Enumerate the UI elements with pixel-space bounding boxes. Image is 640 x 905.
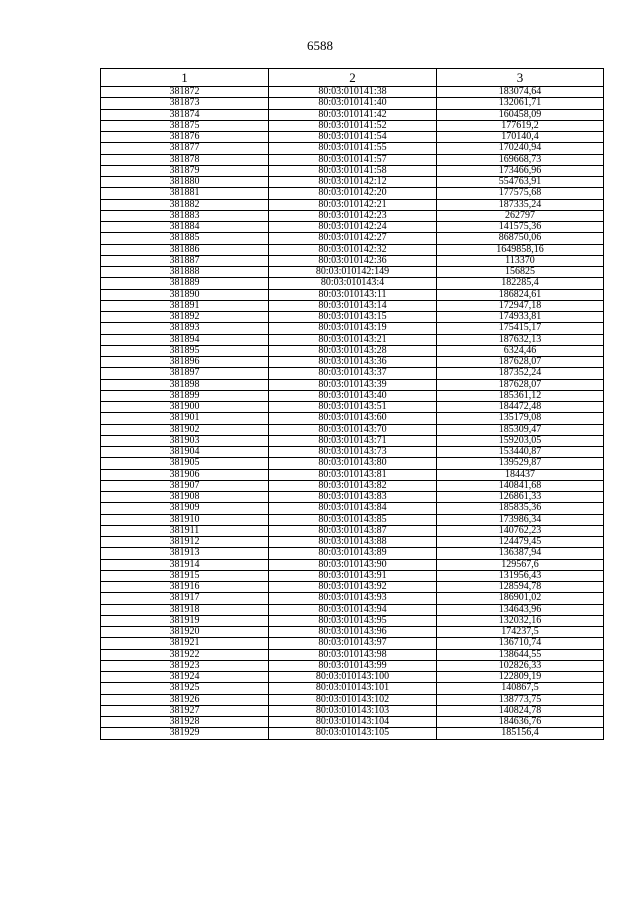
- table-row: [101, 334, 604, 345]
- cadastral-number-cell: 80:03:010143:96: [269, 627, 437, 638]
- table-row: [101, 480, 604, 491]
- row-number-cell: 381892: [101, 312, 269, 323]
- cadastral-number-cell: 80:03:010141:58: [269, 165, 437, 176]
- table-row: [101, 458, 604, 469]
- row-number-cell: 381914: [101, 559, 269, 570]
- table-row: [101, 278, 604, 289]
- value-cell: 177619,2: [437, 120, 604, 131]
- value-cell: 136387,94: [437, 548, 604, 559]
- table-row: [101, 345, 604, 356]
- value-cell: 177575,68: [437, 188, 604, 199]
- value-cell: 122809,19: [437, 672, 604, 683]
- cadastral-number-cell: 80:03:010142:23: [269, 210, 437, 221]
- row-number-cell: 381905: [101, 458, 269, 469]
- cadastral-number-cell: 80:03:010143:94: [269, 604, 437, 615]
- row-number-cell: 381904: [101, 447, 269, 458]
- cadastral-number-cell: 80:03:010142:12: [269, 177, 437, 188]
- table-row: [101, 705, 604, 716]
- cadastral-number-cell: 80:03:010142:24: [269, 222, 437, 233]
- value-cell: 184437: [437, 469, 604, 480]
- table-header: [101, 69, 604, 87]
- row-number-cell: 381888: [101, 267, 269, 278]
- registry-table: [100, 68, 604, 740]
- cadastral-number-cell: 80:03:010143:89: [269, 548, 437, 559]
- value-cell: 185156,4: [437, 728, 604, 739]
- cadastral-number-cell: 80:03:010143:99: [269, 660, 437, 671]
- cadastral-number-cell: 80:03:010143:104: [269, 717, 437, 728]
- cadastral-number-cell: 80:03:010143:102: [269, 694, 437, 705]
- header-row: [101, 69, 604, 87]
- table-row: [101, 615, 604, 626]
- table-row: [101, 559, 604, 570]
- table-body: [101, 87, 604, 740]
- row-number-cell: 381883: [101, 210, 269, 221]
- table-row: [101, 312, 604, 323]
- row-number-cell: 381924: [101, 672, 269, 683]
- cadastral-number-cell: 80:03:010143:37: [269, 368, 437, 379]
- row-number-cell: 381893: [101, 323, 269, 334]
- value-cell: 182285,4: [437, 278, 604, 289]
- cadastral-number-cell: 80:03:010143:73: [269, 447, 437, 458]
- value-cell: 173466,96: [437, 165, 604, 176]
- cadastral-number-cell: 80:03:010141:57: [269, 154, 437, 165]
- value-cell: 173986,34: [437, 514, 604, 525]
- table-row: [101, 525, 604, 536]
- value-cell: 185309,47: [437, 424, 604, 435]
- table-row: [101, 154, 604, 165]
- value-cell: 187352,24: [437, 368, 604, 379]
- value-cell: 186824,61: [437, 289, 604, 300]
- row-number-cell: 381909: [101, 503, 269, 514]
- page-number: 6588: [307, 38, 333, 53]
- cadastral-number-cell: 80:03:010141:52: [269, 120, 437, 131]
- row-number-cell: 381880: [101, 177, 269, 188]
- row-number-cell: 381919: [101, 615, 269, 626]
- value-cell: 172947,18: [437, 300, 604, 311]
- table-row: [101, 143, 604, 154]
- value-cell: 184472,48: [437, 402, 604, 413]
- table-row: [101, 627, 604, 638]
- cadastral-number-cell: 80:03:010143:105: [269, 728, 437, 739]
- value-cell: 126861,33: [437, 492, 604, 503]
- value-cell: 187628,07: [437, 379, 604, 390]
- value-cell: 131956,43: [437, 570, 604, 581]
- value-cell: 128594,78: [437, 582, 604, 593]
- value-cell: 102826,33: [437, 660, 604, 671]
- row-number-cell: 381891: [101, 300, 269, 311]
- cadastral-number-cell: 80:03:010141:38: [269, 87, 437, 98]
- row-number-cell: 381897: [101, 368, 269, 379]
- table-row: [101, 188, 604, 199]
- table-row: [101, 177, 604, 188]
- row-number-cell: 381922: [101, 649, 269, 660]
- row-number-cell: 381915: [101, 570, 269, 581]
- row-number-cell: 381927: [101, 705, 269, 716]
- table-row: [101, 98, 604, 109]
- row-number-cell: 381875: [101, 120, 269, 131]
- table-row: [101, 199, 604, 210]
- table-row: [101, 402, 604, 413]
- row-number-cell: 381920: [101, 627, 269, 638]
- table-row: [101, 413, 604, 424]
- value-cell: 132061,71: [437, 98, 604, 109]
- column-header-1: 1: [101, 69, 269, 87]
- table-row: [101, 683, 604, 694]
- value-cell: 134643,96: [437, 604, 604, 615]
- cadastral-number-cell: 80:03:010143:97: [269, 638, 437, 649]
- value-cell: 185361,12: [437, 390, 604, 401]
- row-number-cell: 381928: [101, 717, 269, 728]
- value-cell: 554763,91: [437, 177, 604, 188]
- row-number-cell: 381929: [101, 728, 269, 739]
- cadastral-number-cell: 80:03:010143:101: [269, 683, 437, 694]
- cadastral-number-cell: 80:03:010143:28: [269, 345, 437, 356]
- table-row: [101, 424, 604, 435]
- cadastral-number-cell: 80:03:010143:40: [269, 390, 437, 401]
- row-number-cell: 381908: [101, 492, 269, 503]
- row-number-cell: 381917: [101, 593, 269, 604]
- row-number-cell: 381898: [101, 379, 269, 390]
- table-row: [101, 210, 604, 221]
- row-number-cell: 381881: [101, 188, 269, 199]
- value-cell: 141575,36: [437, 222, 604, 233]
- row-number-cell: 381882: [101, 199, 269, 210]
- table-row: [101, 638, 604, 649]
- value-cell: 138644,55: [437, 649, 604, 660]
- cadastral-number-cell: 80:03:010143:51: [269, 402, 437, 413]
- table-row: [101, 244, 604, 255]
- cadastral-number-cell: 80:03:010142:20: [269, 188, 437, 199]
- cadastral-number-cell: 80:03:010143:80: [269, 458, 437, 469]
- row-number-cell: 381906: [101, 469, 269, 480]
- value-cell: 1649858,16: [437, 244, 604, 255]
- value-cell: 140762,23: [437, 525, 604, 536]
- table-row: [101, 368, 604, 379]
- value-cell: 124479,45: [437, 537, 604, 548]
- table-row: [101, 593, 604, 604]
- value-cell: 129567,6: [437, 559, 604, 570]
- row-number-cell: 381913: [101, 548, 269, 559]
- table-row: [101, 582, 604, 593]
- row-number-cell: 381895: [101, 345, 269, 356]
- value-cell: 187632,13: [437, 334, 604, 345]
- row-number-cell: 381916: [101, 582, 269, 593]
- cadastral-number-cell: 80:03:010143:84: [269, 503, 437, 514]
- table-row: [101, 255, 604, 266]
- row-number-cell: 381912: [101, 537, 269, 548]
- table-row: [101, 379, 604, 390]
- column-header-2: 2: [269, 69, 437, 87]
- value-cell: 175415,17: [437, 323, 604, 334]
- table-row: [101, 357, 604, 368]
- row-number-cell: 381907: [101, 480, 269, 491]
- cadastral-number-cell: 80:03:010143:60: [269, 413, 437, 424]
- row-number-cell: 381878: [101, 154, 269, 165]
- row-number-cell: 381923: [101, 660, 269, 671]
- cadastral-number-cell: 80:03:010141:54: [269, 132, 437, 143]
- value-cell: 132032,16: [437, 615, 604, 626]
- value-cell: 184636,76: [437, 717, 604, 728]
- table-row: [101, 660, 604, 671]
- value-cell: 6324,46: [437, 345, 604, 356]
- table-row: [101, 728, 604, 739]
- table-row: [101, 87, 604, 98]
- value-cell: 187628,07: [437, 357, 604, 368]
- table-row: [101, 604, 604, 615]
- table-row: [101, 514, 604, 525]
- value-cell: 187335,24: [437, 199, 604, 210]
- value-cell: 160458,09: [437, 109, 604, 120]
- cadastral-number-cell: 80:03:010143:82: [269, 480, 437, 491]
- table-row: [101, 390, 604, 401]
- cadastral-number-cell: 80:03:010143:21: [269, 334, 437, 345]
- cadastral-number-cell: 80:03:010143:98: [269, 649, 437, 660]
- cadastral-number-cell: 80:03:010142:32: [269, 244, 437, 255]
- column-header-3: 3: [437, 69, 604, 87]
- cadastral-number-cell: 80:03:010142:36: [269, 255, 437, 266]
- cadastral-number-cell: 80:03:010143:83: [269, 492, 437, 503]
- cadastral-number-cell: 80:03:010143:14: [269, 300, 437, 311]
- value-cell: 186901,02: [437, 593, 604, 604]
- table-row: [101, 570, 604, 581]
- table-row: [101, 435, 604, 446]
- value-cell: 140841,68: [437, 480, 604, 491]
- value-cell: 170240,94: [437, 143, 604, 154]
- value-cell: 183074,64: [437, 87, 604, 98]
- row-number-cell: 381926: [101, 694, 269, 705]
- row-number-cell: 381918: [101, 604, 269, 615]
- cadastral-number-cell: 80:03:010143:15: [269, 312, 437, 323]
- table-row: [101, 233, 604, 244]
- table-row: [101, 289, 604, 300]
- cadastral-number-cell: 80:03:010143:100: [269, 672, 437, 683]
- cadastral-number-cell: 80:03:010143:81: [269, 469, 437, 480]
- row-number-cell: 381876: [101, 132, 269, 143]
- cadastral-number-cell: 80:03:010143:39: [269, 379, 437, 390]
- table-row: [101, 503, 604, 514]
- value-cell: 140824,78: [437, 705, 604, 716]
- table-row: [101, 492, 604, 503]
- value-cell: 140867,5: [437, 683, 604, 694]
- cadastral-number-cell: 80:03:010143:92: [269, 582, 437, 593]
- row-number-cell: 381921: [101, 638, 269, 649]
- value-cell: 156825: [437, 267, 604, 278]
- table-row: [101, 649, 604, 660]
- row-number-cell: 381886: [101, 244, 269, 255]
- table-row: [101, 672, 604, 683]
- cadastral-number-cell: 80:03:010143:11: [269, 289, 437, 300]
- row-number-cell: 381885: [101, 233, 269, 244]
- cadastral-number-cell: 80:03:010143:90: [269, 559, 437, 570]
- cadastral-number-cell: 80:03:010143:87: [269, 525, 437, 536]
- cadastral-number-cell: 80:03:010142:27: [269, 233, 437, 244]
- value-cell: 136710,74: [437, 638, 604, 649]
- value-cell: 262797: [437, 210, 604, 221]
- value-cell: 170140,4: [437, 132, 604, 143]
- row-number-cell: 381911: [101, 525, 269, 536]
- row-number-cell: 381872: [101, 87, 269, 98]
- value-cell: 138773,75: [437, 694, 604, 705]
- cadastral-number-cell: 80:03:010143:88: [269, 537, 437, 548]
- value-cell: 153440,87: [437, 447, 604, 458]
- cadastral-number-cell: 80:03:010143:19: [269, 323, 437, 334]
- row-number-cell: 381903: [101, 435, 269, 446]
- cadastral-number-cell: 80:03:010142:149: [269, 267, 437, 278]
- table-row: [101, 323, 604, 334]
- value-cell: 185835,36: [437, 503, 604, 514]
- row-number-cell: 381901: [101, 413, 269, 424]
- value-cell: 139529,87: [437, 458, 604, 469]
- table-row: [101, 447, 604, 458]
- row-number-cell: 381896: [101, 357, 269, 368]
- value-cell: 868750,06: [437, 233, 604, 244]
- row-number-cell: 381894: [101, 334, 269, 345]
- row-number-cell: 381890: [101, 289, 269, 300]
- row-number-cell: 381884: [101, 222, 269, 233]
- row-number-cell: 381877: [101, 143, 269, 154]
- cadastral-number-cell: 80:03:010141:55: [269, 143, 437, 154]
- row-number-cell: 381902: [101, 424, 269, 435]
- table-row: [101, 222, 604, 233]
- row-number-cell: 381874: [101, 109, 269, 120]
- table-row: [101, 109, 604, 120]
- table-row: [101, 165, 604, 176]
- row-number-cell: 381879: [101, 165, 269, 176]
- cadastral-number-cell: 80:03:010143:95: [269, 615, 437, 626]
- value-cell: 159203,05: [437, 435, 604, 446]
- cadastral-number-cell: 80:03:010143:70: [269, 424, 437, 435]
- value-cell: 135179,08: [437, 413, 604, 424]
- cadastral-number-cell: 80:03:010143:36: [269, 357, 437, 368]
- table-row: [101, 267, 604, 278]
- table-row: [101, 469, 604, 480]
- row-number-cell: 381925: [101, 683, 269, 694]
- value-cell: 174237,5: [437, 627, 604, 638]
- row-number-cell: 381910: [101, 514, 269, 525]
- table-row: [101, 694, 604, 705]
- row-number-cell: 381900: [101, 402, 269, 413]
- cadastral-number-cell: 80:03:010141:40: [269, 98, 437, 109]
- table-row: [101, 132, 604, 143]
- table-row: [101, 300, 604, 311]
- cadastral-number-cell: 80:03:010143:93: [269, 593, 437, 604]
- value-cell: 169668,73: [437, 154, 604, 165]
- cadastral-number-cell: 80:03:010143:103: [269, 705, 437, 716]
- cadastral-number-cell: 80:03:010143:91: [269, 570, 437, 581]
- value-cell: 113370: [437, 255, 604, 266]
- table-row: [101, 120, 604, 131]
- table-row: [101, 537, 604, 548]
- cadastral-number-cell: 80:03:010143:71: [269, 435, 437, 446]
- cadastral-number-cell: 80:03:010142:21: [269, 199, 437, 210]
- cadastral-number-cell: 80:03:010141:42: [269, 109, 437, 120]
- row-number-cell: 381889: [101, 278, 269, 289]
- row-number-cell: 381887: [101, 255, 269, 266]
- cadastral-number-cell: 80:03:010143:4: [269, 278, 437, 289]
- row-number-cell: 381899: [101, 390, 269, 401]
- cadastral-number-cell: 80:03:010143:85: [269, 514, 437, 525]
- value-cell: 174933,81: [437, 312, 604, 323]
- table-row: [101, 548, 604, 559]
- row-number-cell: 381873: [101, 98, 269, 109]
- table-row: [101, 717, 604, 728]
